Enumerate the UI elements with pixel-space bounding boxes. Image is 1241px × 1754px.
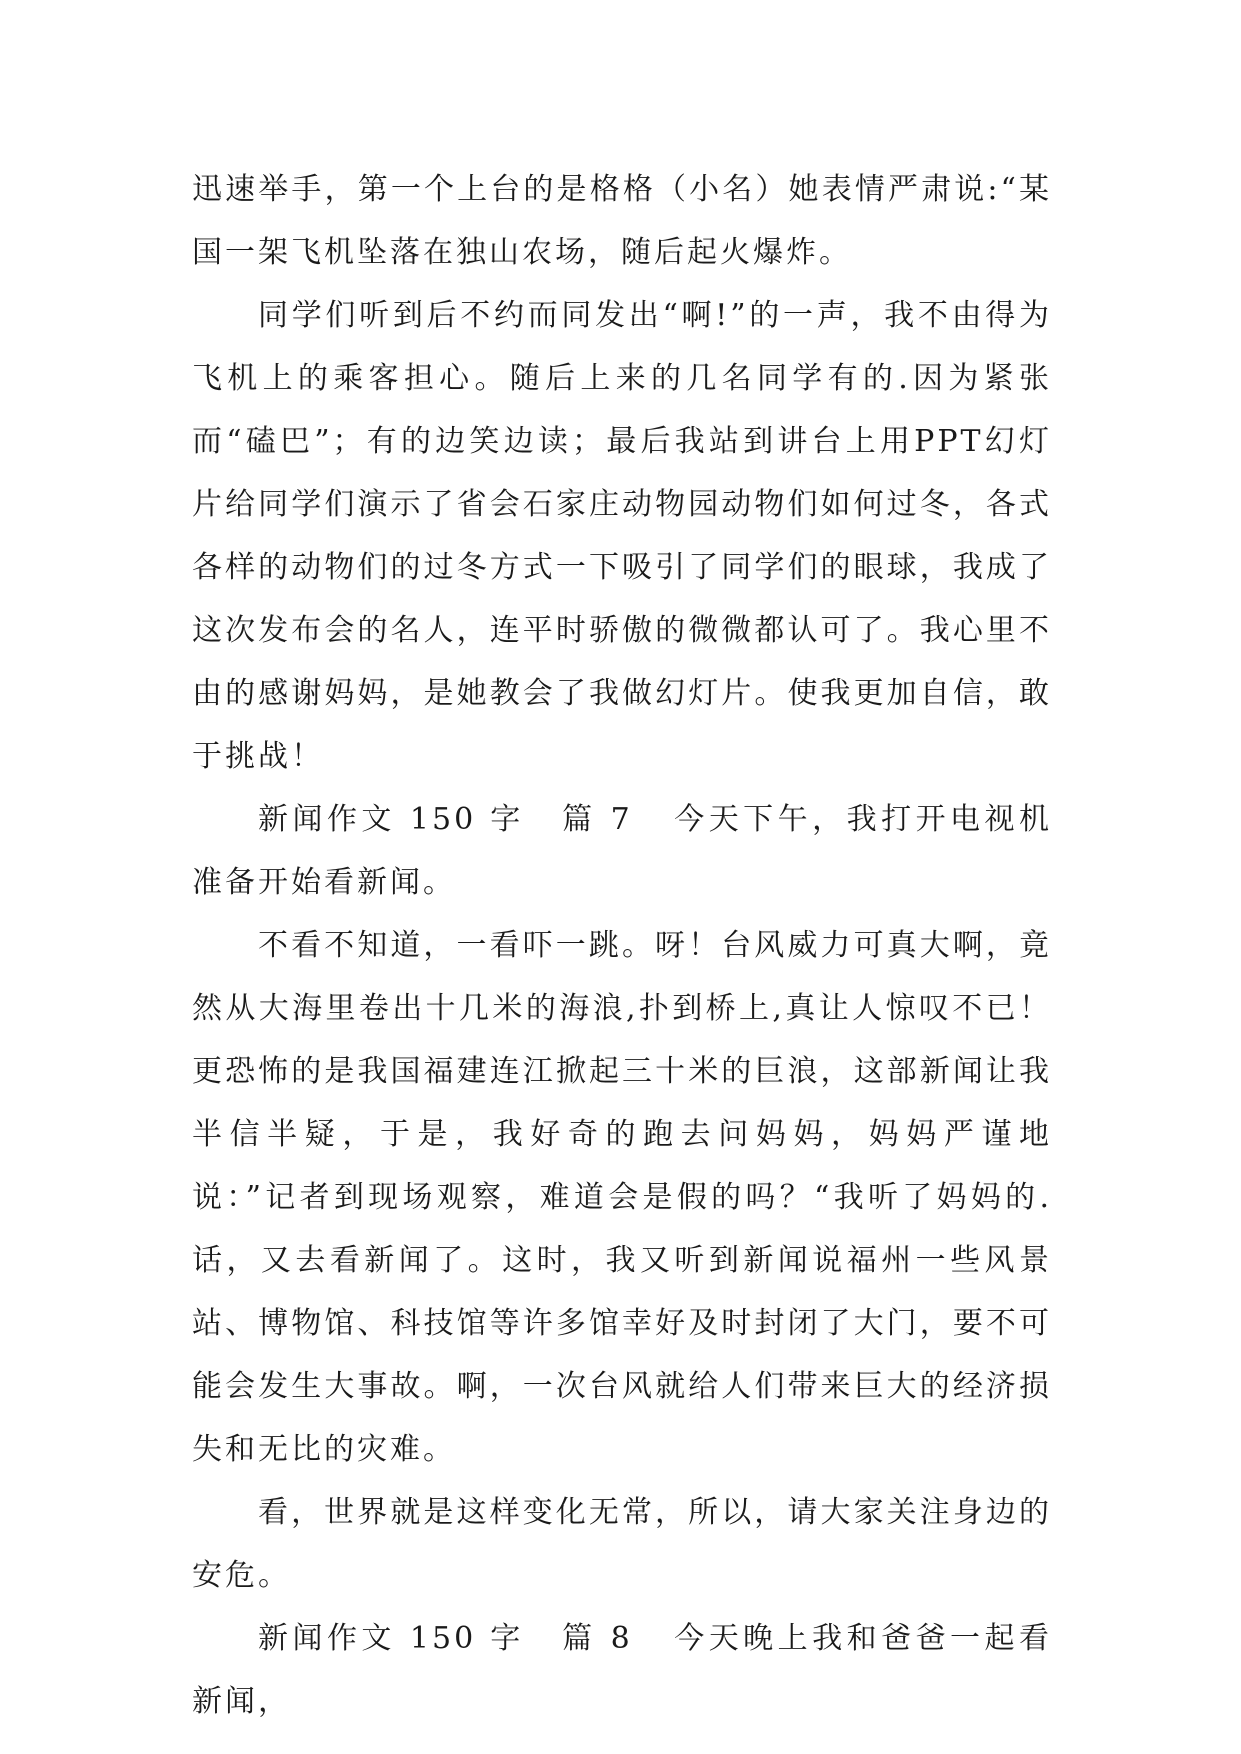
document-body bbox=[192, 158, 1052, 1733]
section-number: 篇 7 bbox=[560, 802, 633, 837]
section-heading-8 bbox=[192, 1607, 1052, 1733]
section-lead-text: 今天晚上我和爸爸一起看新闻， bbox=[192, 1621, 1053, 1719]
paragraph: 看，世界就是这样变化无常，所以，请大家关注身边的安危。 bbox=[192, 1495, 1052, 1593]
paragraph: 同学们听到后不约而同发出“啊!”的一声，我不由得为飞机上的乘客担心。随后上来的几名同学有的.因为紧张而“磕巴”；有的边笑边读；最后我站到讲台上用PPT幻灯片给同学们演示了省会石家庄动物园动物们如何过冬，各式各样的动物们的过冬方式一下吸引了同学们的眼球，我成了这次发布会的名人，连平时骄傲的微微都认可了。我心里不由的感谢妈妈，是她教会了我做幻灯片。使我更加自信，敢于挑战！ bbox=[192, 298, 1052, 774]
section-title: 新闻作文 150 字 bbox=[258, 802, 525, 837]
section-heading-7 bbox=[192, 788, 1052, 914]
section-lead-text: 今天下午，我打开电视机准备开始看新闻。 bbox=[192, 802, 1053, 900]
section-number: 篇 8 bbox=[560, 1621, 633, 1656]
paragraph-continuation: 迅速举手，第一个上台的是格格（小名）她表情严肃说:“某国一架飞机坠落在独山农场，随后起火爆炸。 bbox=[192, 172, 1052, 270]
section-title: 新闻作文 150 字 bbox=[258, 1621, 525, 1656]
paragraph: 不看不知道，一看吓一跳。呀！台风威力可真大啊，竟然从大海里卷出十几米的海浪,扑到桥上,真让人惊叹不已！更恐怖的是我国福建连江掀起三十米的巨浪，这部新闻让我半信半疑，于是，我好奇的跑去问妈妈，妈妈严谨地说：”记者到现场观察，难道会是假的吗？“我听了妈妈的.话，又去看新闻了。这时，我又听到新闻说福州一些风景站、博物馆、科技馆等许多馆幸好及时封闭了大门，要不可能会发生大事故。啊，一次台风就给人们带来巨大的经济损失和无比的灾难。 bbox=[192, 928, 1052, 1467]
